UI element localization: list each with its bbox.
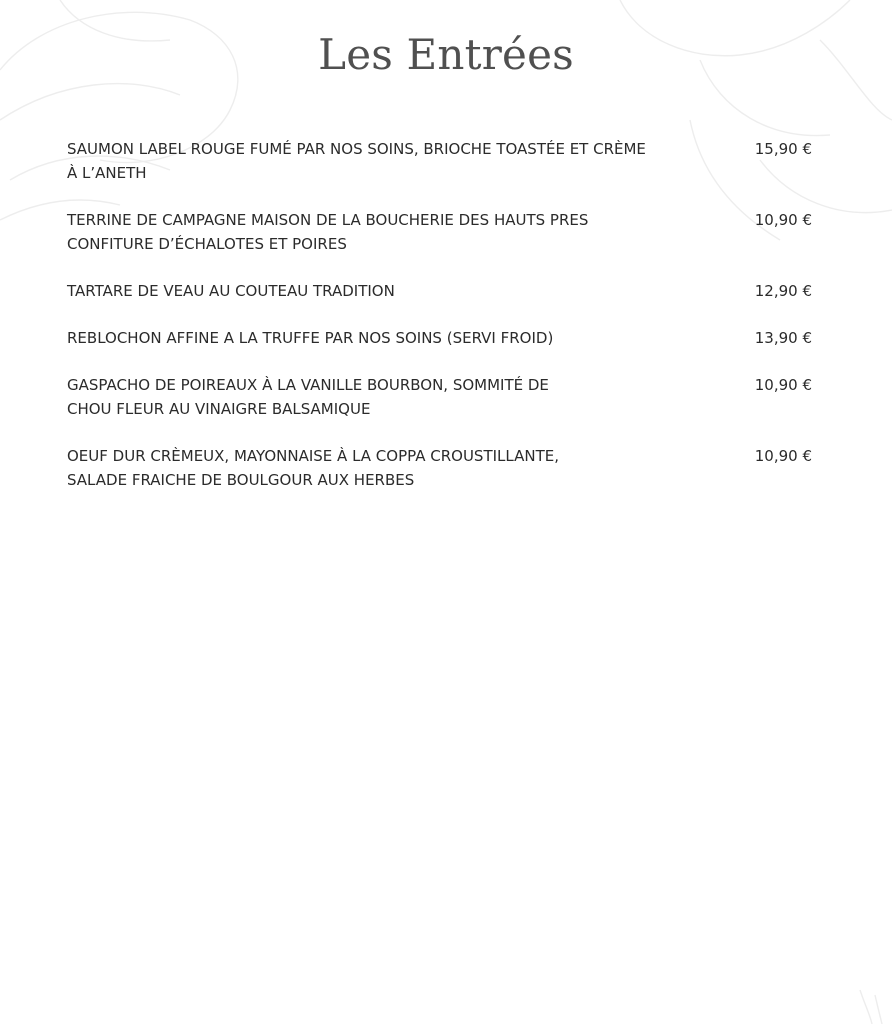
menu-item-name: TERRINE DE CAMPAGNE MAISON DE LA BOUCHERIE DES HAUTS PRES CONFITURE D’ÉCHALOTES ET POIRES [67, 211, 589, 253]
menu-item [67, 208, 812, 256]
menu-item-price: 10,90 € [754, 376, 812, 394]
page-title: Les Entrées [318, 30, 574, 79]
menu-item-price: 12,90 € [754, 282, 812, 300]
menu-item [67, 326, 812, 350]
menu-item [67, 444, 812, 492]
menu-item-price: 13,90 € [754, 329, 812, 347]
menu-item [67, 137, 812, 185]
menu-item-name: REBLOCHON AFFINE A LA TRUFFE PAR NOS SOINS (SERVI FROID) [67, 329, 554, 347]
menu-list [67, 137, 812, 515]
menu-item-price: 10,90 € [754, 447, 812, 465]
menu-item-name: TARTARE DE VEAU AU COUTEAU TRADITION [67, 282, 395, 300]
menu-item [67, 373, 812, 421]
menu-item [67, 279, 812, 303]
menu-item-price: 10,90 € [754, 211, 812, 229]
menu-item-name: GASPACHO DE POIREAUX À LA VANILLE BOURBON, SOMMITÉ DE CHOU FLEUR AU VINAIGRE BALSAMIQUE [67, 376, 549, 418]
menu-item-name: OEUF DUR CRÈMEUX, MAYONNAISE À LA COPPA CROUSTILLANTE, SALADE FRAICHE DE BOULGOUR AUX HERBES [67, 447, 559, 489]
menu-item-name: SAUMON LABEL ROUGE FUMÉ PAR NOS SOINS, BRIOCHE TOASTÉE ET CRÈME À L’ANETH [67, 140, 646, 182]
menu-item-price: 15,90 € [754, 140, 812, 158]
